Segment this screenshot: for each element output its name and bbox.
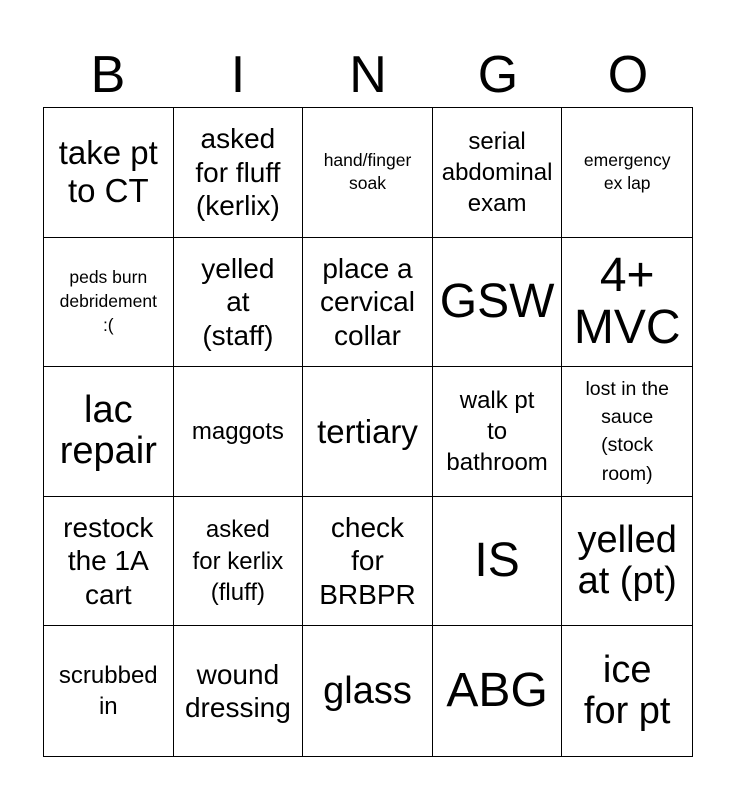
bingo-cell[interactable]: [44, 108, 174, 238]
bingo-cell[interactable]: [433, 497, 563, 627]
bingo-cell-text: yelled at (staff): [201, 252, 275, 351]
bingo-cell-text: asked for kerlix (fluff): [192, 516, 284, 606]
bingo-cell[interactable]: [174, 238, 304, 368]
bingo-cell[interactable]: [44, 238, 174, 368]
bingo-card-grid: [43, 107, 693, 757]
bingo-cell-text: peds burn debridement :(: [59, 267, 157, 335]
bingo-cell[interactable]: [174, 497, 304, 627]
bingo-cell-text: lac repair: [59, 389, 157, 473]
bingo-cell[interactable]: [174, 108, 304, 238]
header-letter-o: O: [607, 46, 649, 104]
bingo-header: [43, 42, 693, 108]
bingo-cell-text: IS: [474, 534, 520, 588]
bingo-cell-text: maggots: [191, 417, 284, 445]
bingo-cell-text: GSW: [439, 274, 555, 328]
bingo-cell-text: scrubbed in: [58, 662, 158, 721]
bingo-cell[interactable]: [303, 108, 433, 238]
header-letter-b: B: [90, 46, 126, 104]
bingo-cell[interactable]: [174, 626, 304, 756]
header-letter-n: N: [349, 46, 387, 104]
bingo-cell[interactable]: [562, 626, 692, 756]
bingo-cell[interactable]: [303, 238, 433, 368]
bingo-cell[interactable]: [303, 367, 433, 497]
bingo-cell-text: ice for pt: [583, 649, 671, 733]
bingo-cell[interactable]: [562, 108, 692, 238]
bingo-cell-text: lost in the sauce (stock room): [585, 377, 669, 485]
bingo-cell[interactable]: [433, 367, 563, 497]
bingo-cell[interactable]: [562, 367, 692, 497]
bingo-cell-text: serial abdominal exam: [441, 127, 553, 217]
bingo-cell-text: yelled at (pt): [577, 519, 677, 603]
bingo-cell[interactable]: [44, 626, 174, 756]
bingo-cell[interactable]: [44, 367, 174, 497]
bingo-cell[interactable]: [562, 497, 692, 627]
bingo-cell[interactable]: [433, 238, 563, 368]
bingo-cell-text: wound dressing: [184, 658, 291, 724]
bingo-cell[interactable]: [303, 497, 433, 627]
bingo-cell-text: asked for fluff (kerlix): [195, 122, 281, 222]
bingo-cell[interactable]: [174, 367, 304, 497]
bingo-cell[interactable]: [433, 626, 563, 756]
bingo-cell-text: check for BRBPR: [319, 511, 416, 610]
bingo-cell-text: 4+ MVC: [573, 249, 681, 354]
bingo-cell-text: glass: [323, 669, 412, 712]
bingo-cell-text: take pt to CT: [58, 134, 158, 210]
bingo-cell-text: restock the 1A cart: [63, 511, 154, 610]
bingo-cell[interactable]: [44, 497, 174, 627]
bingo-cell[interactable]: [562, 238, 692, 368]
bingo-cell-text: emergency ex lap: [583, 149, 671, 194]
bingo-cell-text: hand/finger soak: [323, 149, 412, 194]
bingo-cell[interactable]: [433, 108, 563, 238]
bingo-cell-text: tertiary: [317, 412, 418, 450]
header-letter-i: I: [230, 46, 246, 104]
bingo-cell-text: ABG: [446, 664, 548, 718]
bingo-cell-text: walk pt to bathroom: [446, 386, 548, 477]
bingo-cell-text: place a cervical collar: [320, 252, 415, 351]
bingo-cell[interactable]: [303, 626, 433, 756]
header-letter-g: G: [477, 46, 519, 104]
